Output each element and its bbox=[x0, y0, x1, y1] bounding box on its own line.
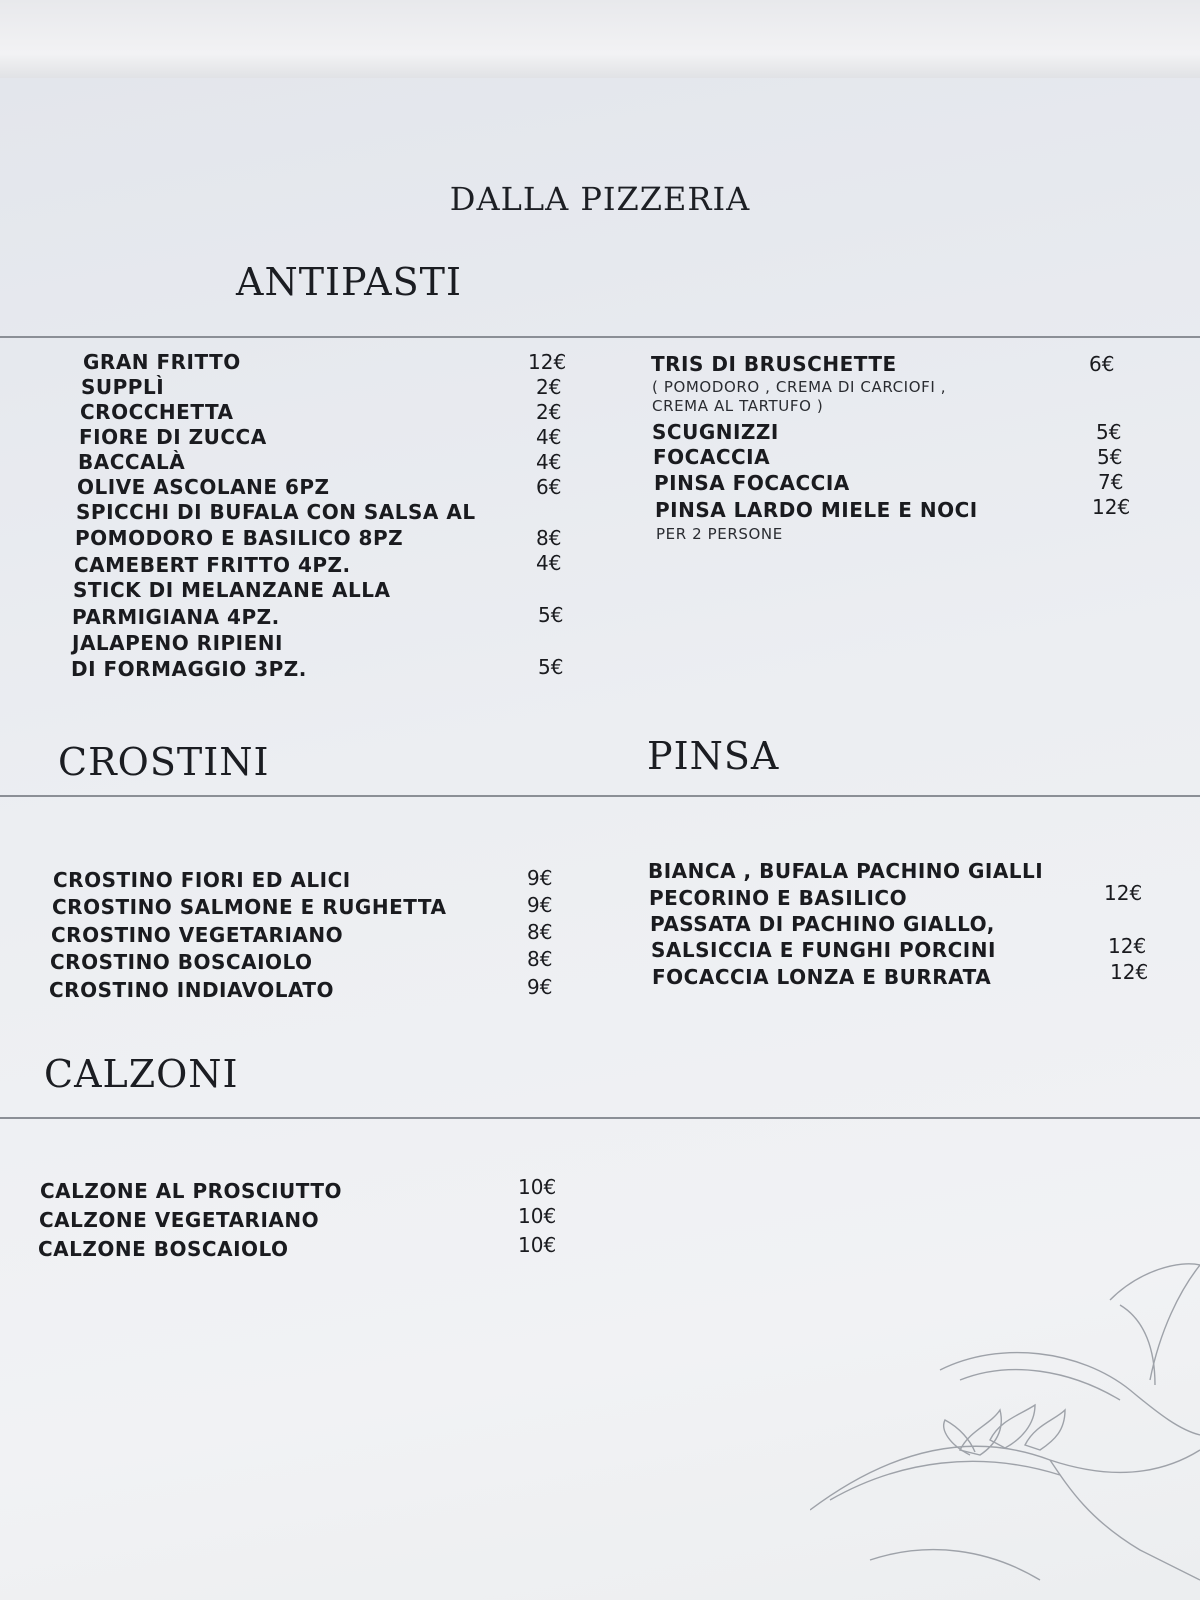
crostini-heading: CROSTINI bbox=[58, 740, 270, 784]
menu-item-name: PINSA LARDO MIELE E NOCI bbox=[655, 498, 978, 522]
menu-item-name: CROSTINO SALMONE E RUGHETTA bbox=[52, 895, 447, 919]
menu-item-price: 9€ bbox=[527, 893, 553, 917]
menu-item-price: 4€ bbox=[536, 551, 562, 575]
menu-item-name: BACCALÀ bbox=[78, 450, 186, 474]
menu-item-price: 5€ bbox=[1097, 445, 1123, 469]
menu-item-name-line2: DI FORMAGGIO 3PZ. bbox=[71, 657, 307, 681]
menu-item-name: CALZONE VEGETARIANO bbox=[39, 1208, 320, 1232]
menu-item-price: 5€ bbox=[1096, 420, 1122, 444]
menu-item-name: FIORE DI ZUCCA bbox=[79, 425, 267, 449]
antipasti-heading: ANTIPASTI bbox=[236, 260, 462, 304]
menu-item-price: 12€ bbox=[1092, 495, 1131, 519]
menu-item-price: 2€ bbox=[536, 400, 562, 424]
menu-item-price: 10€ bbox=[518, 1204, 557, 1228]
menu-item-name: PASSATA DI PACHINO GIALLO, bbox=[650, 912, 995, 936]
menu-item-price: 12€ bbox=[528, 350, 567, 374]
antipasti-divider bbox=[0, 336, 1200, 338]
menu-item-price: 10€ bbox=[518, 1175, 557, 1199]
calzoni-divider bbox=[0, 1117, 1200, 1119]
menu-item-name: FOCACCIA LONZA E BURRATA bbox=[652, 965, 992, 989]
menu-item-name: TRIS DI BRUSCHETTE bbox=[651, 352, 897, 376]
menu-item-name-line2: PECORINO E BASILICO bbox=[649, 886, 908, 910]
menu-item-price: 12€ bbox=[1108, 934, 1147, 958]
menu-item-name: CALZONE AL PROSCIUTTO bbox=[40, 1179, 343, 1203]
crostini-pinsa-divider bbox=[0, 795, 1200, 797]
menu-item-price: 9€ bbox=[527, 975, 553, 999]
menu-item-price: 9€ bbox=[527, 866, 553, 890]
menu-item-name: CROCCHETTA bbox=[80, 400, 234, 424]
menu-item-price: 2€ bbox=[536, 375, 562, 399]
menu-item-name: SUPPLÌ bbox=[81, 375, 165, 399]
menu-title: DALLA PIZZERIA bbox=[449, 180, 751, 218]
pinsa-heading: PINSA bbox=[647, 734, 780, 778]
menu-item-name: FOCACCIA bbox=[653, 445, 771, 469]
menu-item-name: CAMEBERT FRITTO 4PZ. bbox=[74, 553, 351, 577]
menu-item-name: CROSTINO FIORI ED ALICI bbox=[53, 868, 351, 892]
calzoni-heading: CALZONI bbox=[44, 1052, 239, 1096]
menu-item-price: 10€ bbox=[518, 1233, 557, 1257]
menu-item-name: GRAN FRITTO bbox=[83, 350, 241, 374]
menu-item-name: CROSTINO VEGETARIANO bbox=[51, 923, 344, 947]
menu-item-price: 6€ bbox=[536, 475, 562, 499]
menu-item-name: CALZONE BOSCAIOLO bbox=[38, 1237, 289, 1261]
menu-item-price: 6€ bbox=[1089, 352, 1115, 376]
menu-item-price: 7€ bbox=[1098, 470, 1124, 494]
floral-illustration bbox=[810, 1260, 1200, 1600]
paper-fold bbox=[0, 0, 1200, 90]
menu-item-price: 12€ bbox=[1110, 960, 1149, 984]
menu-item-price: 8€ bbox=[527, 920, 553, 944]
menu-item-price: 4€ bbox=[536, 425, 562, 449]
menu-item-name: CROSTINO BOSCAIOLO bbox=[50, 950, 313, 974]
menu-item-name-line2: POMODORO E BASILICO 8PZ bbox=[75, 526, 404, 550]
menu-item-name-line2: PARMIGIANA 4PZ. bbox=[72, 605, 280, 629]
menu-item-price: 5€ bbox=[538, 655, 564, 679]
menu-item-name: CROSTINO INDIAVOLATO bbox=[49, 978, 335, 1002]
menu-item-price: 8€ bbox=[536, 526, 562, 550]
menu-item-price: 5€ bbox=[538, 603, 564, 627]
menu-item-price: 4€ bbox=[536, 450, 562, 474]
menu-item-name: SPICCHI DI BUFALA CON SALSA AL bbox=[76, 500, 476, 524]
menu-item-name: BIANCA , BUFALA PACHINO GIALLI bbox=[648, 859, 1044, 883]
menu-item-name: SCUGNIZZI bbox=[652, 420, 779, 444]
menu-item-note: PER 2 PERSONE bbox=[656, 525, 783, 543]
menu-item-name-line2: SALSICCIA E FUNGHI PORCINI bbox=[651, 938, 996, 962]
menu-item-price: 12€ bbox=[1104, 881, 1143, 905]
menu-item-note-line2: CREMA AL TARTUFO ) bbox=[652, 397, 824, 415]
menu-item-name: JALAPENO RIPIENI bbox=[72, 631, 283, 655]
menu-item-name: PINSA FOCACCIA bbox=[654, 471, 850, 495]
menu-item-price: 8€ bbox=[527, 947, 553, 971]
menu-item-note: ( POMODORO , CREMA DI CARCIOFI , bbox=[652, 378, 947, 396]
menu-item-name: OLIVE ASCOLANE 6PZ bbox=[77, 475, 330, 499]
menu-item-name: STICK DI MELANZANE ALLA bbox=[73, 578, 391, 602]
